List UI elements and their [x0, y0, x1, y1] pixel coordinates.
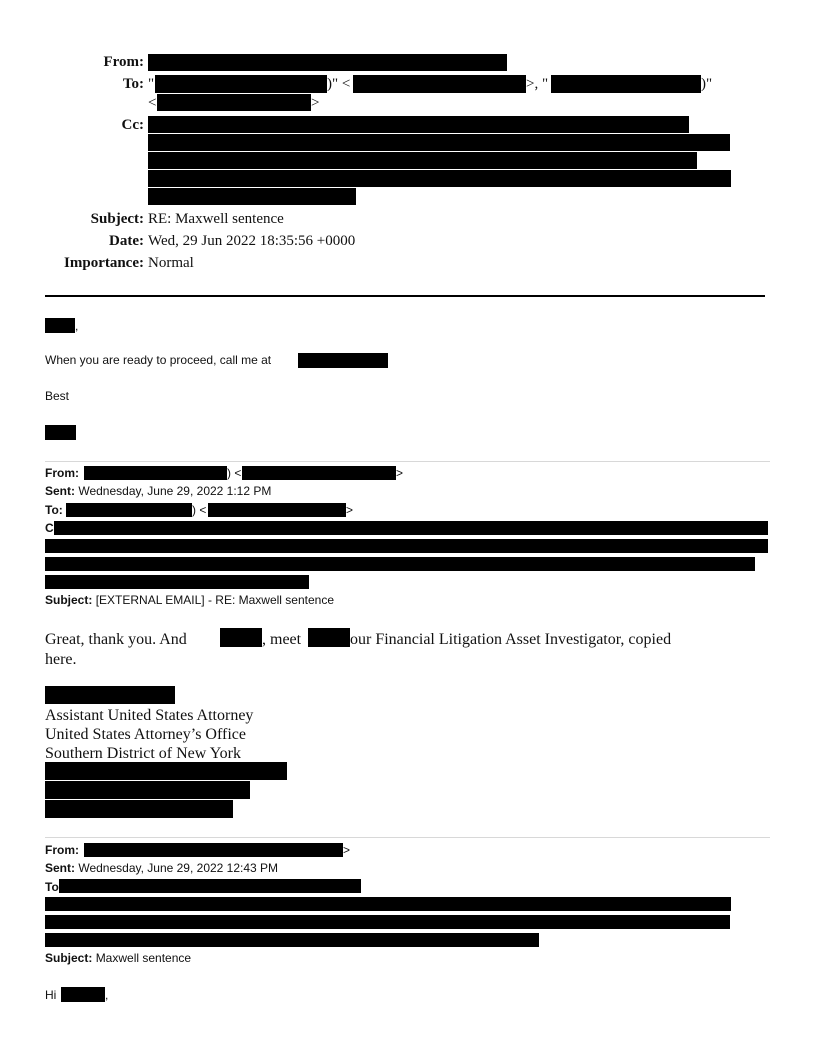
quote-divider-2: [45, 837, 770, 838]
cc-label: Cc:: [121, 117, 144, 133]
redacted-quoted2-cc-2: [45, 915, 730, 929]
redacted-quoted2-cc-3: [45, 933, 539, 947]
redacted-quoted1-body-name-2: [308, 628, 350, 647]
redacted-cc-1: [148, 116, 689, 133]
redacted-cc-2: [148, 134, 730, 151]
quoted1-cc: C: [45, 521, 54, 535]
redacted-to-name-2: [551, 75, 701, 93]
quoted2-from-end: >: [343, 843, 351, 857]
sig-district: Southern District of New York: [45, 745, 241, 762]
subject-value: RE: Maxwell sentence: [148, 211, 284, 227]
redacted-sig-line-2: [45, 781, 250, 799]
quoted1-body-a: Great, thank you. And: [45, 631, 187, 648]
quoted1-to-mid: ) <: [192, 503, 207, 517]
quoted1-to-end: >: [346, 503, 354, 517]
quoted2-from: From:: [45, 843, 79, 857]
quoted1-from: From:: [45, 466, 79, 480]
header-divider: [45, 295, 765, 297]
greeting-comma: ,: [75, 319, 79, 333]
redacted-sig-line-1: [45, 762, 287, 780]
quote-divider-1: [45, 461, 770, 462]
redacted-quoted2-cc-1: [45, 897, 731, 911]
quoted2-greeting: Hi: [45, 988, 57, 1002]
redacted-to-email-2: [157, 94, 311, 111]
to-lt: <: [148, 95, 157, 111]
from-label: From:: [103, 54, 144, 70]
to-label: To:: [122, 76, 144, 92]
redacted-signature-1: [45, 686, 175, 704]
message-line-1: When you are ready to proceed, call me at: [45, 353, 272, 367]
subject-label: Subject:: [90, 211, 144, 227]
quoted2-greeting-comma: ,: [105, 988, 109, 1002]
quoted1-body-c: our Financial Litigation Asset Investigator, copied: [350, 631, 672, 648]
quoted2-sent: Sent: Wednesday, June 29, 2022 12:43 PM: [45, 861, 279, 875]
redacted-quoted1-cc-3: [45, 557, 755, 571]
redacted-to-name-1: [155, 75, 327, 93]
quoted1-body-d: here.: [45, 651, 77, 668]
redacted-sig-line-3: [45, 800, 233, 818]
quoted1-from-mid: ) <: [227, 466, 242, 480]
importance-label: Importance:: [64, 255, 144, 271]
to-quote: ": [148, 76, 155, 92]
redacted-quoted1-to-name: [66, 503, 192, 517]
to-gt: >: [311, 95, 320, 111]
date-value: Wed, 29 Jun 2022 18:35:56 +0000: [148, 233, 356, 249]
redacted-quoted1-to-email: [208, 503, 346, 517]
redacted-quoted1-cc-2: [45, 539, 768, 553]
to-sep-1: )" <: [327, 76, 351, 92]
to-sep-2: >, ": [526, 76, 549, 92]
redacted-quoted1-cc-1: [54, 521, 768, 535]
redacted-quoted1-from-email: [242, 466, 396, 480]
quoted1-from-end: >: [396, 466, 404, 480]
redacted-greeting-name: [45, 318, 75, 333]
date-label: Date:: [109, 233, 144, 249]
redacted-quoted1-cc-4: [45, 575, 309, 589]
sig-title: Assistant United States Attorney: [45, 707, 254, 724]
redacted-quoted2-greeting-name: [61, 987, 105, 1002]
to-sep-3: )": [701, 76, 713, 92]
message-closing: Best: [45, 389, 70, 403]
quoted2-subject: Subject: Maxwell sentence: [45, 951, 192, 965]
redacted-cc-5: [148, 188, 356, 205]
quoted1-subject: Subject: [EXTERNAL EMAIL] - RE: Maxwell sentence: [45, 593, 334, 607]
quoted1-body-b: , meet: [262, 631, 302, 648]
importance-value: Normal: [148, 255, 194, 271]
redacted-quoted1-from-name: [84, 466, 227, 480]
redacted-signature-name: [45, 425, 76, 440]
quoted2-to: To: [45, 880, 59, 894]
redacted-from: [148, 54, 507, 71]
sig-office: United States Attorney’s Office: [45, 726, 246, 743]
redacted-cc-4: [148, 170, 731, 187]
redacted-quoted2-from: [84, 843, 343, 857]
redacted-phone: [298, 353, 388, 368]
redacted-to-email-1: [353, 75, 526, 93]
redacted-cc-3: [148, 152, 697, 169]
redacted-quoted1-body-name-1: [220, 628, 262, 647]
quoted1-to: To:: [45, 503, 63, 517]
redacted-quoted2-to: [59, 879, 361, 893]
quoted1-sent: Sent: Wednesday, June 29, 2022 1:12 PM: [45, 484, 272, 498]
